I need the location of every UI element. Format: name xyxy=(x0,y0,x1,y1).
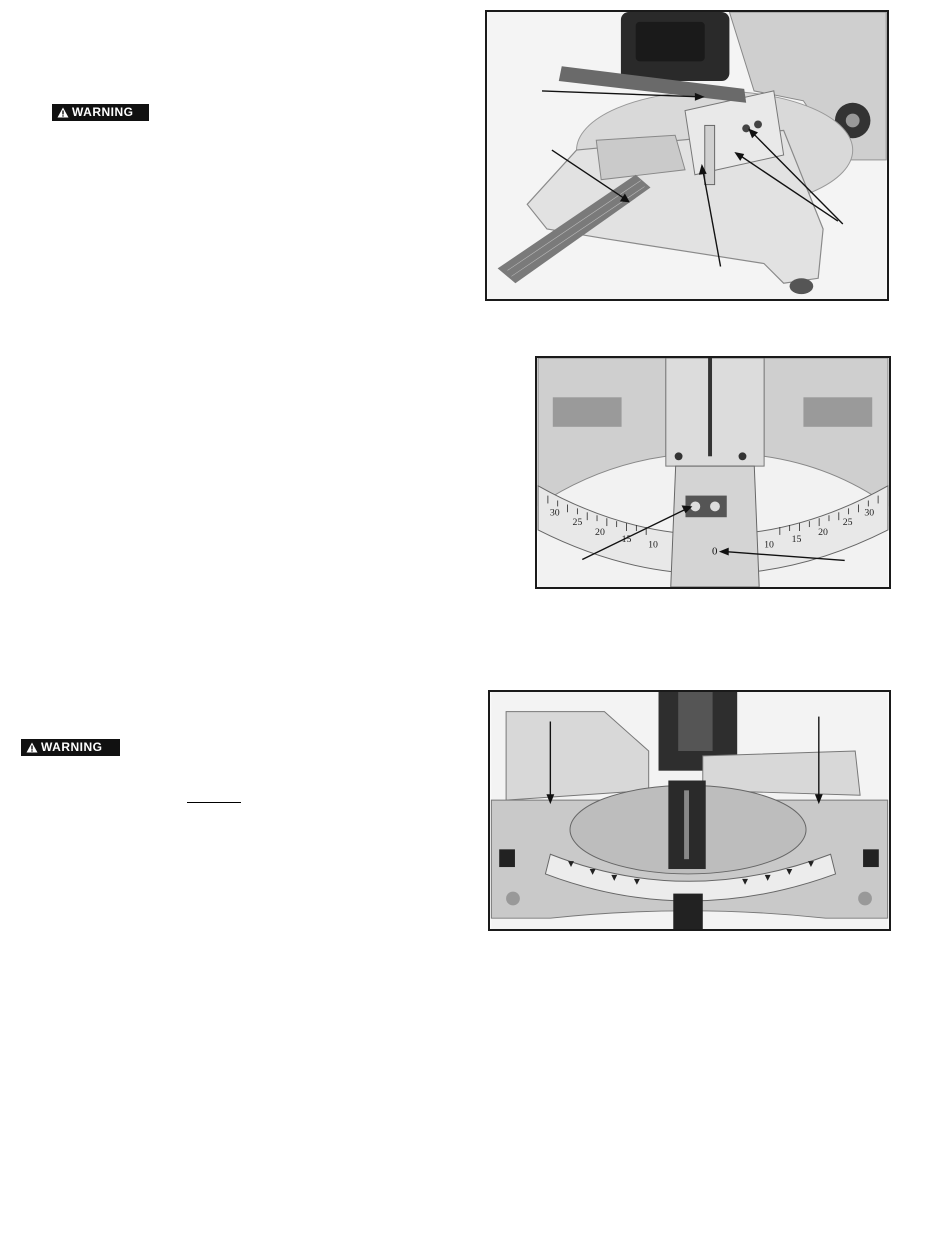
warning-label xyxy=(52,104,149,121)
warning-text: WARNING xyxy=(41,740,103,754)
miter-scale-photo xyxy=(537,358,889,587)
scale-tick-label: 15 xyxy=(621,533,632,545)
figure-saw-fence xyxy=(485,10,889,301)
warning-label xyxy=(21,739,120,756)
figure-saw-table xyxy=(488,690,891,931)
scale-tick-label: 30 xyxy=(864,507,875,519)
warning-text: WARNING xyxy=(72,105,134,119)
scale-tick-label: 25 xyxy=(572,517,583,529)
underline-rule xyxy=(187,802,241,803)
scale-tick-label: 25 xyxy=(842,517,853,529)
scale-tick-label: 30 xyxy=(549,507,560,519)
scale-tick-label: 10 xyxy=(764,539,774,551)
scale-zero-label: 0 xyxy=(712,545,718,558)
scale-tick-label: 15 xyxy=(791,533,802,545)
figure-miter-scale xyxy=(535,356,891,589)
scale-tick-label: 20 xyxy=(595,526,605,538)
warning-triangle-icon xyxy=(57,107,69,118)
scale-tick-label: 20 xyxy=(818,526,828,538)
warning-triangle-icon xyxy=(26,742,38,753)
scale-tick-label: 10 xyxy=(648,539,658,551)
miter-saw-table-photo xyxy=(490,692,889,929)
miter-saw-fence-photo xyxy=(487,12,887,299)
